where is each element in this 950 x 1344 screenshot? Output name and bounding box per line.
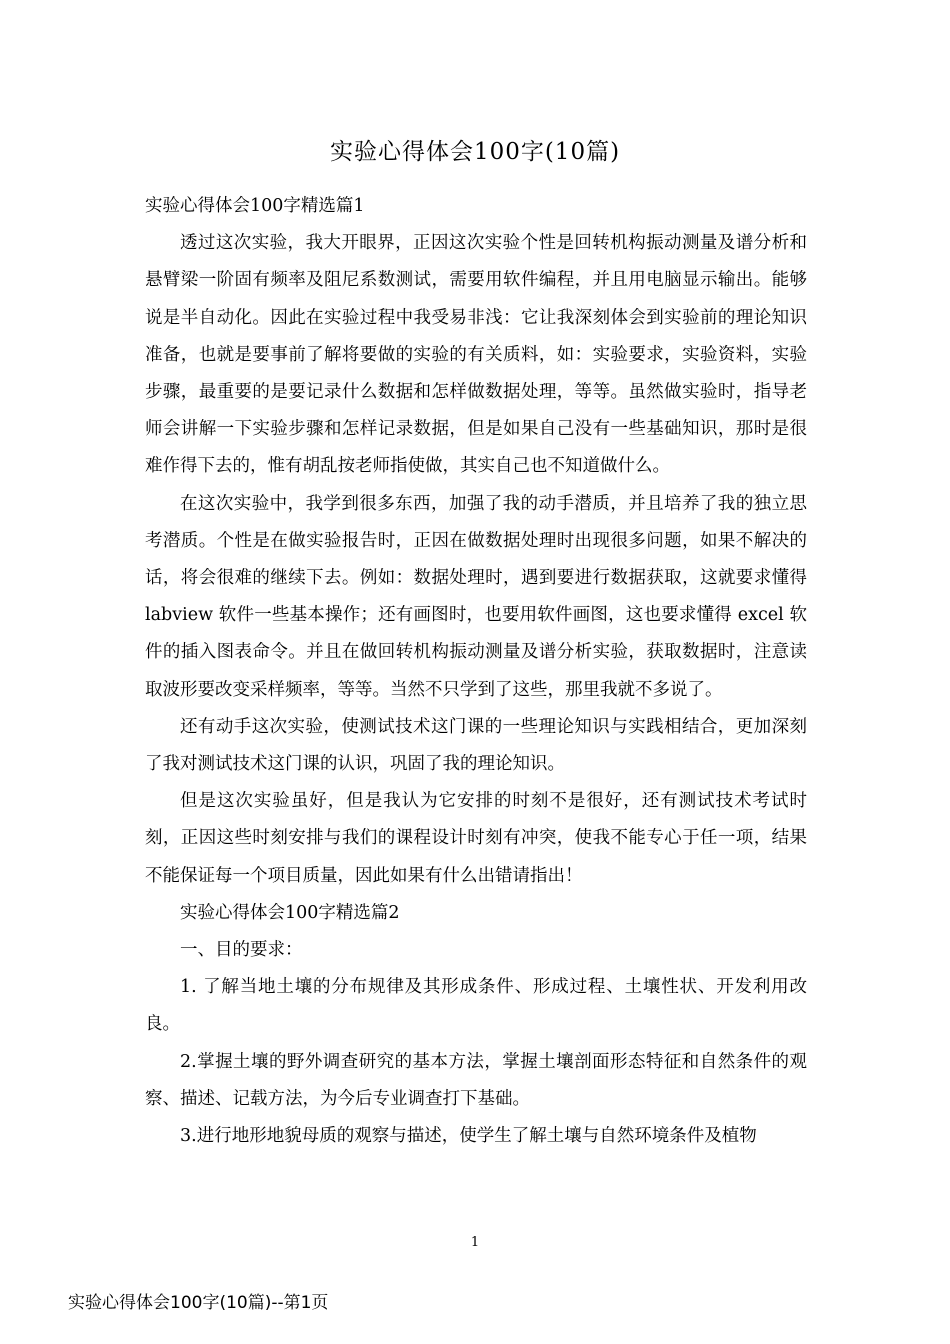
subsection-heading: 一、目的要求：: [180, 940, 303, 961]
section-heading-2: 实验心得体会100字精选篇2: [180, 902, 400, 923]
body-paragraph: 透过这次实验，我大开眼界，正因这次实验个性是回转机构振动测量及谱分析和悬臂梁一阶固有频率及阻尼系数测试，需要用软件编程，并且用电脑显示输出。能够说是半自动化。因此在实验过程中我受易非浅：它让我深刻体会到实验前的理论知识准备，也就是要事前了解将要做的实验的有关质料，如：实验要求，实验资料，实验步骤，最重要的是要记录什么数据和怎样做数据处理，等等。虽然做实验时，指导老师会讲解一下实验步骤和怎样记录数据，但是如果自己没有一些基础知识，那时是很难作得下去的，惟有胡乱按老师指使做，其实自己也不知道做什么。: [145, 233, 807, 477]
body-paragraph: 但是这次实验虽好，但是我认为它安排的时刻不是很好，还有测试技术考试时刻，正因这些时刻安排与我们的课程设计时刻有冲突，使我不能专心于任一项，结果不能保证每一个项目质量，因此如果有什么出错请指出！: [145, 791, 807, 886]
document-title: 实验心得体会100字(10篇): [329, 139, 621, 165]
page-number: 1: [470, 1235, 480, 1250]
section-heading-1: 实验心得体会100字精选篇1: [145, 196, 365, 216]
body-paragraph: 在这次实验中，我学到很多东西，加强了我的动手潜质，并且培养了我的独立思考潜质。个性是在做实验报告时，正因在做数据处理时出现很多问题，如果不解决的话，将会很难的继续下去。例如：数据处理时，遇到要进行数据获取，这就要求懂得labview 软件一些基本操作；还有画图时，也要用软件画图，这也要求懂得 excel 软件的插入图表命令。并且在做回转机构振动测量及谱分析实验，获取数据时，注意读取波形要改变采样频率，等等。当然不只学到了这些，那里我就不多说了。: [145, 493, 807, 700]
page-footer: 实验心得体会100字(10篇)--第1页: [68, 1293, 329, 1313]
document-body: [145, 188, 807, 1155]
body-paragraph: 还有动手这次实验，使测试技术这门课的一些理论知识与实践相结合，更加深刻了我对测试技术这门课的认识，巩固了我的理论知识。: [145, 716, 807, 775]
list-item: 1. 了解当地土壤的分布规律及其形成条件、形成过程、土壤性状、开发利用改良。: [145, 977, 807, 1035]
list-item: 2.掌握土壤的野外调查研究的基本方法，掌握土壤剖面形态特征和自然条件的观察、描述、记载方法，为今后专业调查打下基础。: [145, 1051, 807, 1109]
list-item: 3.进行地形地貌母质的观察与描述，使学生了解土壤与自然环境条件及植物: [180, 1126, 757, 1147]
